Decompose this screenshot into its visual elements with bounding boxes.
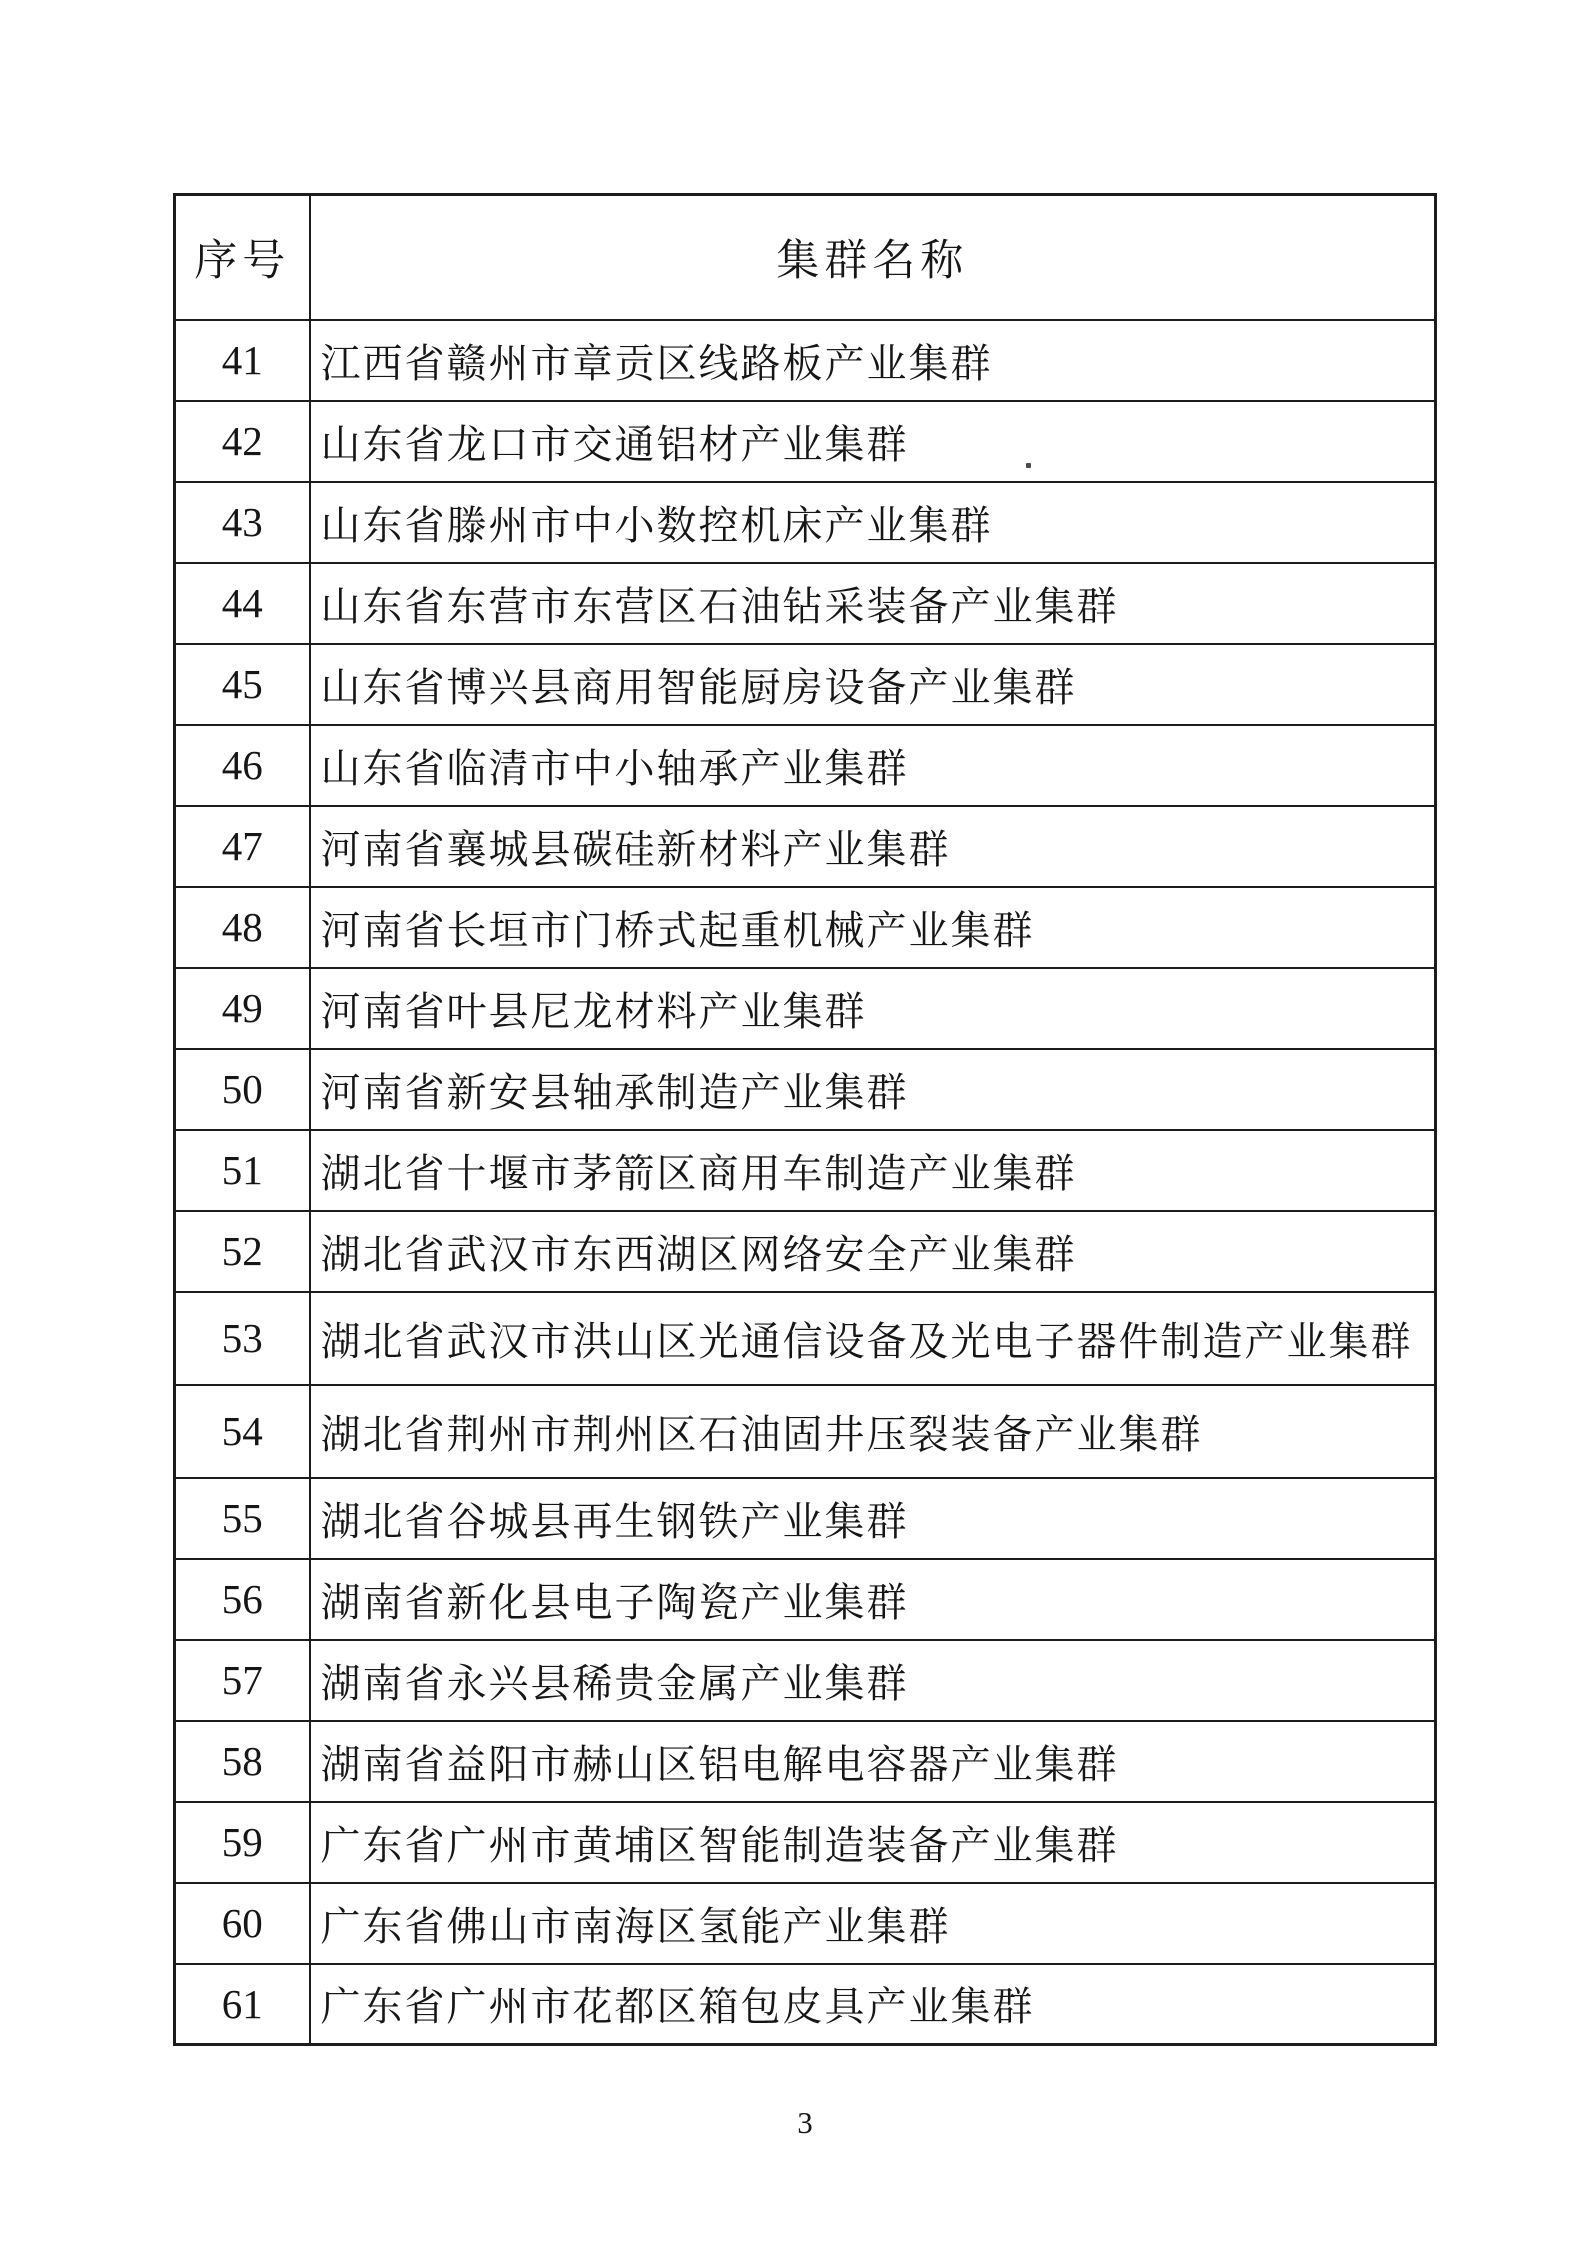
row-name-cell: 广东省广州市黄埔区智能制造装备产业集群 (310, 1802, 1436, 1883)
row-name-cell: 江西省赣州市章贡区线路板产业集群 (310, 320, 1436, 401)
table-row (175, 1478, 1436, 1559)
table-row (175, 1130, 1436, 1211)
row-name-cell: 湖北省武汉市东西湖区网络安全产业集群 (310, 1211, 1436, 1292)
table-row (175, 1211, 1436, 1292)
table-row (175, 1883, 1436, 1964)
row-index-cell: 52 (175, 1211, 310, 1292)
table-row (175, 1292, 1436, 1385)
table-row (175, 563, 1436, 644)
row-name-cell: 河南省叶县尼龙材料产业集群 (310, 968, 1436, 1049)
row-name-cell: 湖南省益阳市赫山区铝电解电容器产业集群 (310, 1721, 1436, 1802)
table-row (175, 1559, 1436, 1640)
table-row (175, 1049, 1436, 1130)
row-index-cell: 42 (175, 401, 310, 482)
table-header-row (175, 195, 1436, 320)
scan-artifact-dot (1026, 463, 1031, 468)
table-row (175, 401, 1436, 482)
header-cell-index: 序号 (175, 195, 310, 320)
row-index-cell: 57 (175, 1640, 310, 1721)
table-row (175, 320, 1436, 401)
row-name-cell: 广东省广州市花都区箱包皮具产业集群 (310, 1964, 1436, 2045)
row-name-cell: 河南省长垣市门桥式起重机械产业集群 (310, 887, 1436, 968)
row-name-cell: 山东省临清市中小轴承产业集群 (310, 725, 1436, 806)
row-index-cell: 61 (175, 1964, 310, 2045)
table-row (175, 1640, 1436, 1721)
row-name-cell: 湖南省新化县电子陶瓷产业集群 (310, 1559, 1436, 1640)
table-row (175, 1802, 1436, 1883)
page-number: 3 (797, 2105, 813, 2140)
table-row (175, 725, 1436, 806)
row-index-cell: 51 (175, 1130, 310, 1211)
row-name-cell: 山东省滕州市中小数控机床产业集群 (310, 482, 1436, 563)
table-row (175, 644, 1436, 725)
row-name-cell: 湖南省永兴县稀贵金属产业集群 (310, 1640, 1436, 1721)
row-index-cell: 58 (175, 1721, 310, 1802)
row-name-cell: 河南省新安县轴承制造产业集群 (310, 1049, 1436, 1130)
table-row (175, 887, 1436, 968)
row-index-cell: 56 (175, 1559, 310, 1640)
table-row (175, 1385, 1436, 1478)
row-index-cell: 50 (175, 1049, 310, 1130)
row-name-cell: 河南省襄城县碳硅新材料产业集群 (310, 806, 1436, 887)
row-name-cell: 山东省龙口市交通铝材产业集群 (310, 401, 1436, 482)
row-name-cell: 山东省博兴县商用智能厨房设备产业集群 (310, 644, 1436, 725)
row-name-cell: 山东省东营市东营区石油钻采装备产业集群 (310, 563, 1436, 644)
table-row (175, 806, 1436, 887)
row-index-cell: 43 (175, 482, 310, 563)
row-name-cell: 湖北省荆州市荆州区石油固井压裂装备产业集群 (310, 1385, 1436, 1478)
row-index-cell: 59 (175, 1802, 310, 1883)
table-row (175, 1964, 1436, 2045)
row-index-cell: 53 (175, 1292, 310, 1385)
header-cell-name: 集群名称 (310, 195, 1436, 320)
row-index-cell: 44 (175, 563, 310, 644)
row-index-cell: 49 (175, 968, 310, 1049)
row-name-cell: 湖北省谷城县再生钢铁产业集群 (310, 1478, 1436, 1559)
table-row (175, 968, 1436, 1049)
row-name-cell: 湖北省武汉市洪山区光通信设备及光电子器件制造产业集群 (310, 1292, 1436, 1385)
table-row (175, 1721, 1436, 1802)
table-row (175, 482, 1436, 563)
row-index-cell: 55 (175, 1478, 310, 1559)
row-name-cell: 广东省佛山市南海区氢能产业集群 (310, 1883, 1436, 1964)
row-index-cell: 48 (175, 887, 310, 968)
row-index-cell: 60 (175, 1883, 310, 1964)
row-index-cell: 41 (175, 320, 310, 401)
row-name-cell: 湖北省十堰市茅箭区商用车制造产业集群 (310, 1130, 1436, 1211)
row-index-cell: 46 (175, 725, 310, 806)
row-index-cell: 47 (175, 806, 310, 887)
row-index-cell: 54 (175, 1385, 310, 1478)
cluster-table (173, 193, 1437, 2046)
row-index-cell: 45 (175, 644, 310, 725)
